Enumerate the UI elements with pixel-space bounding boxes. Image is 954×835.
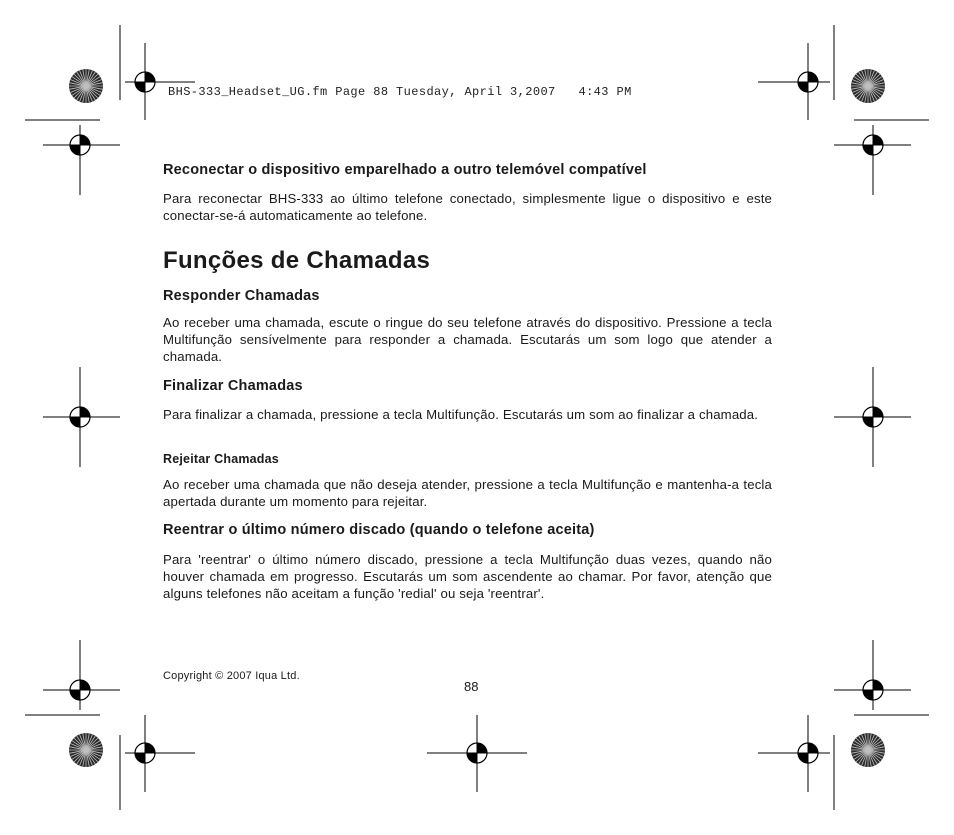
end-call-paragraph: Para finalizar a chamada, pressione a tecla Multifunção. Escutarás um som ao finalizar a chamada. (163, 407, 759, 422)
file-info-header: BHS-333_Headset_UG.fm Page 88 Tuesday, April 3,2007 4:43 PM (168, 85, 632, 99)
answer-heading: Responder Chamadas (163, 288, 320, 304)
chapter-title: Funções de Chamadas (163, 247, 431, 274)
reject-paragraph: Ao receber uma chamada que não deseja atender, pressione a tecla Multifunção e mantenha-a tecla apertada durante um momento para rejeitar. (163, 477, 772, 509)
star-target-icon (69, 733, 103, 767)
star-target-icon (69, 69, 103, 103)
reconnect-paragraph: Para reconectar BHS-333 ao último telefone conectado, simplesmente ligue o dispositivo e este conectar-se-á automaticamente ao telefone. (163, 191, 772, 223)
answer-paragraph: Ao receber uma chamada, escute o ringue do seu telefone através do dispositivo. Pressione a tecla Multifunção sensívelmente para responder a chamada. Escutarás um som logo que atender a chamada. (163, 315, 772, 364)
redial-heading: Reentrar o último número discado (quando o telefone aceita) (163, 522, 595, 538)
page-number: 88 (464, 679, 479, 694)
star-target-icon (851, 733, 885, 767)
copyright-notice: Copyright © 2007 Iqua Ltd. (163, 670, 300, 682)
end-call-heading: Finalizar Chamadas (163, 378, 303, 394)
reconnect-heading: Reconectar o dispositivo emparelhado a outro telemóvel compatível (163, 162, 647, 178)
redial-paragraph: Para 'reentrar' o último número discado, pressione a tecla Multifunção duas vezes, quando não houver chamada em progresso. Escutarás um som ascendente ao chamar. Por favor, atenção que alguns telefones não aceitam a função 'redial' ou seja 'reentrar'. (163, 552, 772, 601)
reject-heading: Rejeitar Chamadas (163, 452, 279, 466)
star-target-icon (851, 69, 885, 103)
